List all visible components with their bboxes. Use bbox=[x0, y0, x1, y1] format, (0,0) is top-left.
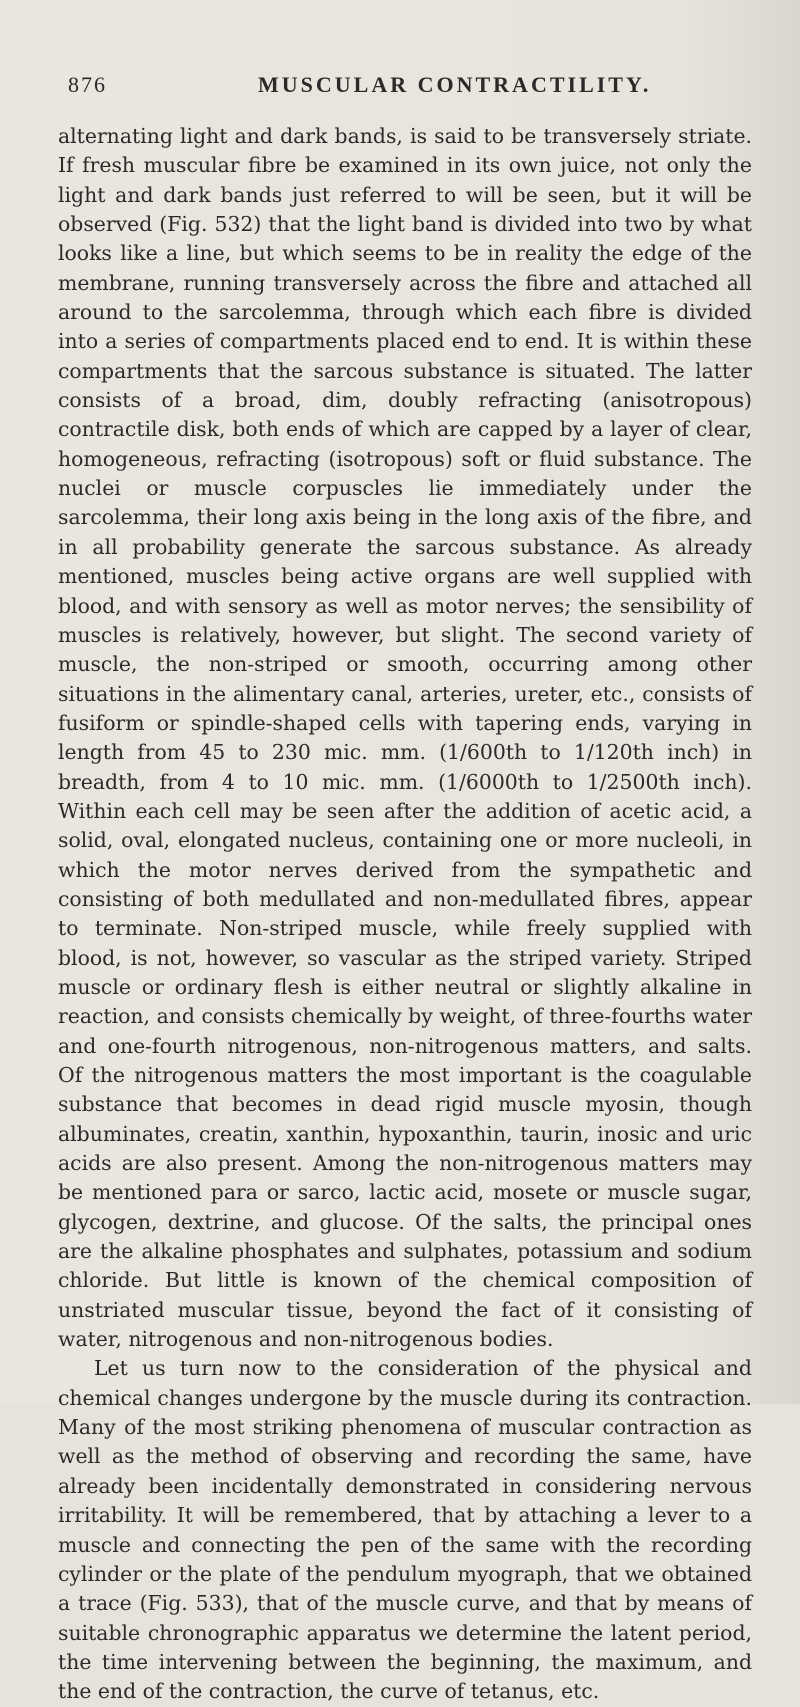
running-head bbox=[68, 72, 740, 102]
page-number: 876 bbox=[68, 72, 107, 97]
paragraph-2: Let us turn now to the consideration of the physical and chemical changes undergone by the muscle during its contraction. Many of the most striking phenomena of muscular contraction as well as the method of observing and recording the same, have already been incidentally demonstrated in considering nervous irritability. It will be remembered, that by attaching a lever to a muscle and connecting the pen of the same with the recording cylinder or the plate of the pendulum myograph, that we obtained a trace (Fig. 533), that of the muscle curve, and that by means of suitable chronographic apparatus we determine the latent period, the time intervening between the beginning, the maximum, and the end of the contraction, the curve of tetanus, etc. bbox=[58, 1356, 752, 1704]
body-text bbox=[58, 122, 752, 1707]
paragraph-1: alternating light and dark bands, is said to be transversely striate. If fresh muscular fibre be examined in its own juice, not only the light and dark bands just referred to will be seen, but it will be observed (Fig. 532) that the light band is divided into two by what looks like a line, but which seems to be in reality the edge of the membrane, running transversely across the fibre and attached all around to the sarcolemma, through which each fibre is divided into a series of compartments placed end to end. It is within these compartments that the sarcous substance is situated. The latter consists of a broad, dim, doubly refracting (anisotropous) contractile disk, both ends of which are capped by a layer of clear, homogeneous, refracting (isotropous) soft or fluid substance. The nuclei or muscle corpuscles lie immediately under the sarcolemma, their long axis being in the long axis of the fibre, and in all probability generate the sarcous substance. As already mentioned, muscles being active organs are well supplied with blood, and with sensory as well as motor nerves; the sensibility of muscles is relatively, however, but slight. The second variety of muscle, the non-striped or smooth, occurring among other situations in the alimentary canal, arteries, ureter, etc., consists of fusiform or spindle-shaped cells with tapering ends, varying in length from 45 to 230 mic. mm. (1/600th to 1/120th inch) in breadth, from 4 to 10 mic. mm. (1/6000th to 1/2500th inch). Within each cell may be seen after the addition of acetic acid, a solid, oval, elongated nucleus, containing one or more nucleoli, in which the motor nerves derived from the sympathetic and consisting of both medullated and non-medullated fibres, appear to terminate. Non-striped muscle, while freely supplied with blood, is not, however, so vascular as the striped variety. Striped muscle or ordinary flesh is either neutral or slightly alkaline in reaction, and consists chemically by weight, of three-fourths water and one-fourth nitrogenous, non-nitrogenous matters, and salts. Of the nitrogenous matters the most important is the coagulable substance that becomes in dead rigid muscle myosin, though albuminates, creatin, xanthin, hypoxanthin, taurin, inosic and uric acids are also present. Among the non-nitrogenous matters may be mentioned para or sarco, lactic acid, mosete or muscle sugar, glycogen, dextrine, and glucose. Of the salts, the principal ones are the alkaline phosphates and sulphates, potassium and sodium chloride. But little is known of the chemical composition of unstriated muscular tissue, beyond the fact of it consisting of water, nitrogenous and non-nitrogenous bodies. bbox=[58, 124, 752, 1352]
running-title: MUSCULAR CONTRACTILITY. bbox=[258, 72, 652, 97]
